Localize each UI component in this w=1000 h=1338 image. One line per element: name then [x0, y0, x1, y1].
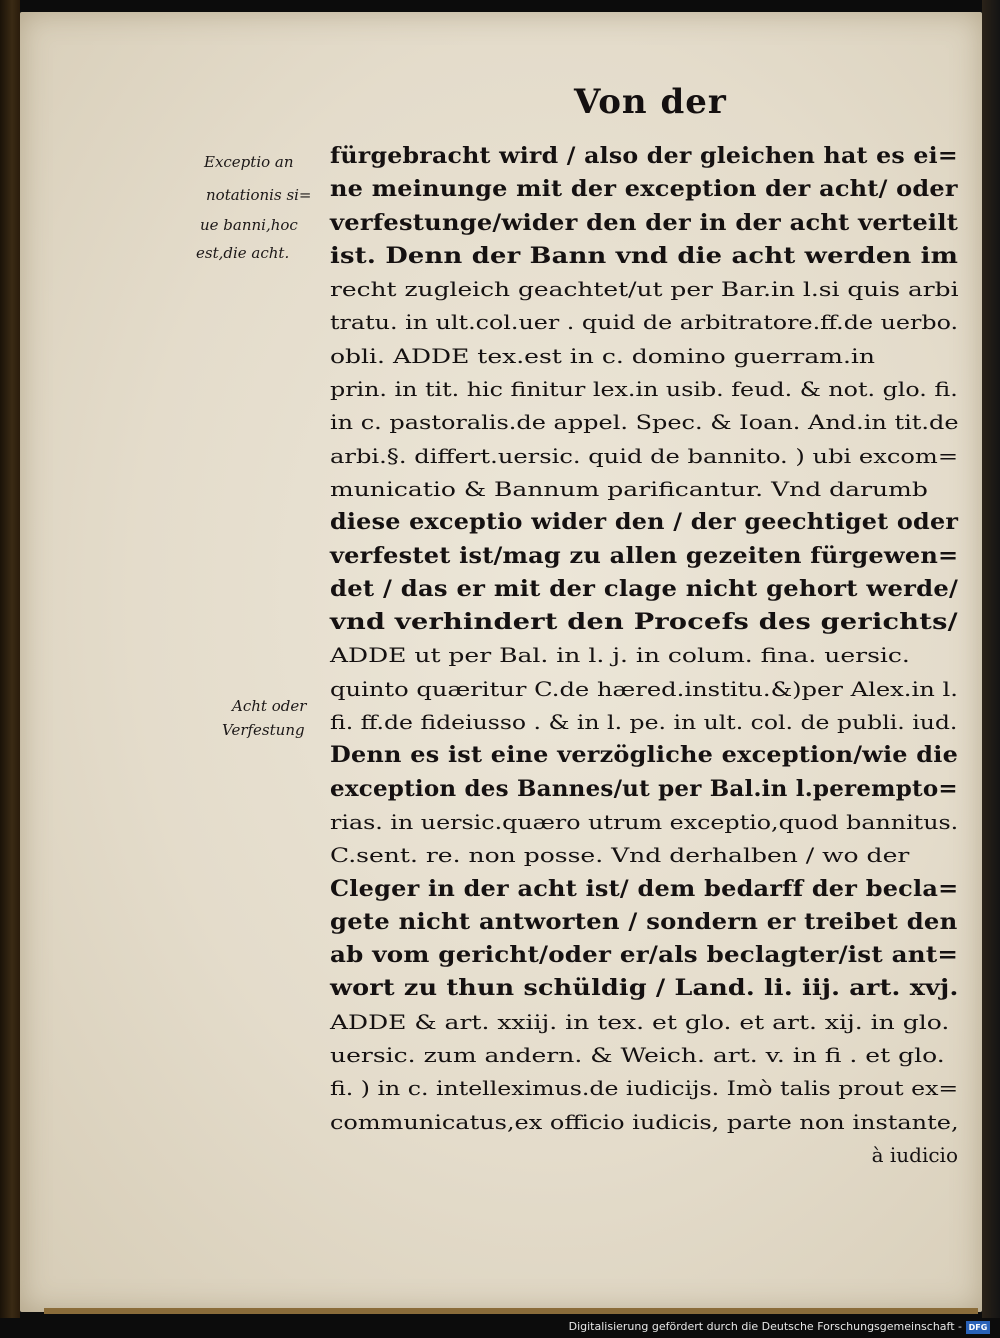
text-line: ab vom gericht/oder er/als beclagter/ist ant=	[330, 942, 959, 969]
margin-note-line: notationis si=	[206, 186, 312, 204]
page-bottom-edge	[44, 1308, 978, 1314]
text-line: wort zu thun schüldig / Land. li. iij. art. xvj.	[330, 975, 959, 1002]
text-line: in c. pastoralis.de appel. Spec. & Ioan. And.in tit.de	[330, 410, 959, 435]
text-line: ADDE ut per Bal. in l. j. in colum. fina. uersic.	[330, 643, 910, 668]
text-line: Cleger in der acht ist/ dem bedarff der becla=	[330, 875, 959, 902]
text-line: obli. ADDE tex.est in c. domino guerram.in	[330, 343, 876, 368]
text-line: rias. in uersic.quæro utrum exceptio,quod bannitus.	[330, 809, 959, 834]
text-line: fi. ff.de fideiusso . & in l. pe. in ult. col. de publi. iud.	[330, 710, 958, 735]
text-line: fi. ) in c. intelleximus.de iudicijs. Imò talis prout ex=	[330, 1076, 959, 1101]
text-line: uersic. zum andern. & Weich. art. v. in fi . et glo.	[330, 1043, 945, 1068]
text-line: exception des Bannes/ut per Bal.in l.perempto=	[330, 775, 958, 802]
text-line: ADDE & art. xxiij. in tex. et glo. et art. xij. in glo.	[330, 1009, 950, 1034]
text-line: C.sent. re. non posse. Vnd derhalben / wo der	[330, 843, 910, 868]
margin-note-line: Verfestung	[222, 721, 305, 739]
text-line: communicatus,ex officio iudicis, parte non instante,	[330, 1109, 959, 1134]
text-line: ne meinunge mit der exception der acht/ oder	[330, 176, 958, 203]
text-line: municatio & Bannum parificantur. Vnd darumb	[330, 476, 928, 501]
margin-note-line: Acht oder	[232, 697, 307, 715]
text-line: fürgebracht wird / also der gleichen hat es ei=	[330, 143, 958, 169]
margin-note-line: ue banni,hoc	[200, 216, 298, 234]
body-text	[330, 140, 958, 1172]
text-line: det / das er mit der clage nicht gehort werde/	[330, 575, 959, 602]
text-line: quinto quæritur C.de hæred.institu.&)per Alex.in l.	[330, 676, 958, 701]
text-line: gete nicht antworten / sondern er treibet den	[330, 908, 958, 935]
text-line: arbi.§. differt.uersic. quid de bannito. ) ubi excom=	[330, 443, 959, 468]
margin-note-line: Exceptio an	[204, 153, 294, 171]
catchword: à iudicio	[871, 1142, 958, 1167]
text-line: diese exceptio wider den / der geechtiget oder	[330, 509, 959, 536]
running-head: Von der	[574, 82, 727, 122]
text-line: verfestunge/wider den der in der acht verteilt	[330, 209, 959, 236]
text-line: ist. Denn der Bann vnd die acht werden im	[330, 242, 959, 269]
text-line: vnd verhindert den Procefs des gerichts/	[330, 609, 958, 636]
book-spine-edge	[0, 0, 20, 1338]
margin-note-line: est,die acht.	[196, 244, 290, 262]
text-line: verfestet ist/mag zu allen gezeiten fürgewen=	[330, 542, 959, 569]
text-line: tratu. in ult.col.uer . quid de arbitratore.ff.de uerbo.	[330, 310, 959, 335]
text-line: Denn es ist eine verzögliche exception/wie die	[330, 742, 959, 769]
text-line: prin. in tit. hic finitur lex.in usib. feud. & not. glo. fi.	[330, 377, 958, 402]
dfg-logo: DFG	[966, 1321, 990, 1334]
funding-credit: Digitalisierung gefördert durch die Deutsche Forschungsgemeinschaft -	[568, 1320, 962, 1333]
text-line: recht zugleich geachtet/ut per Bar.in l.si quis arbi	[330, 277, 959, 302]
